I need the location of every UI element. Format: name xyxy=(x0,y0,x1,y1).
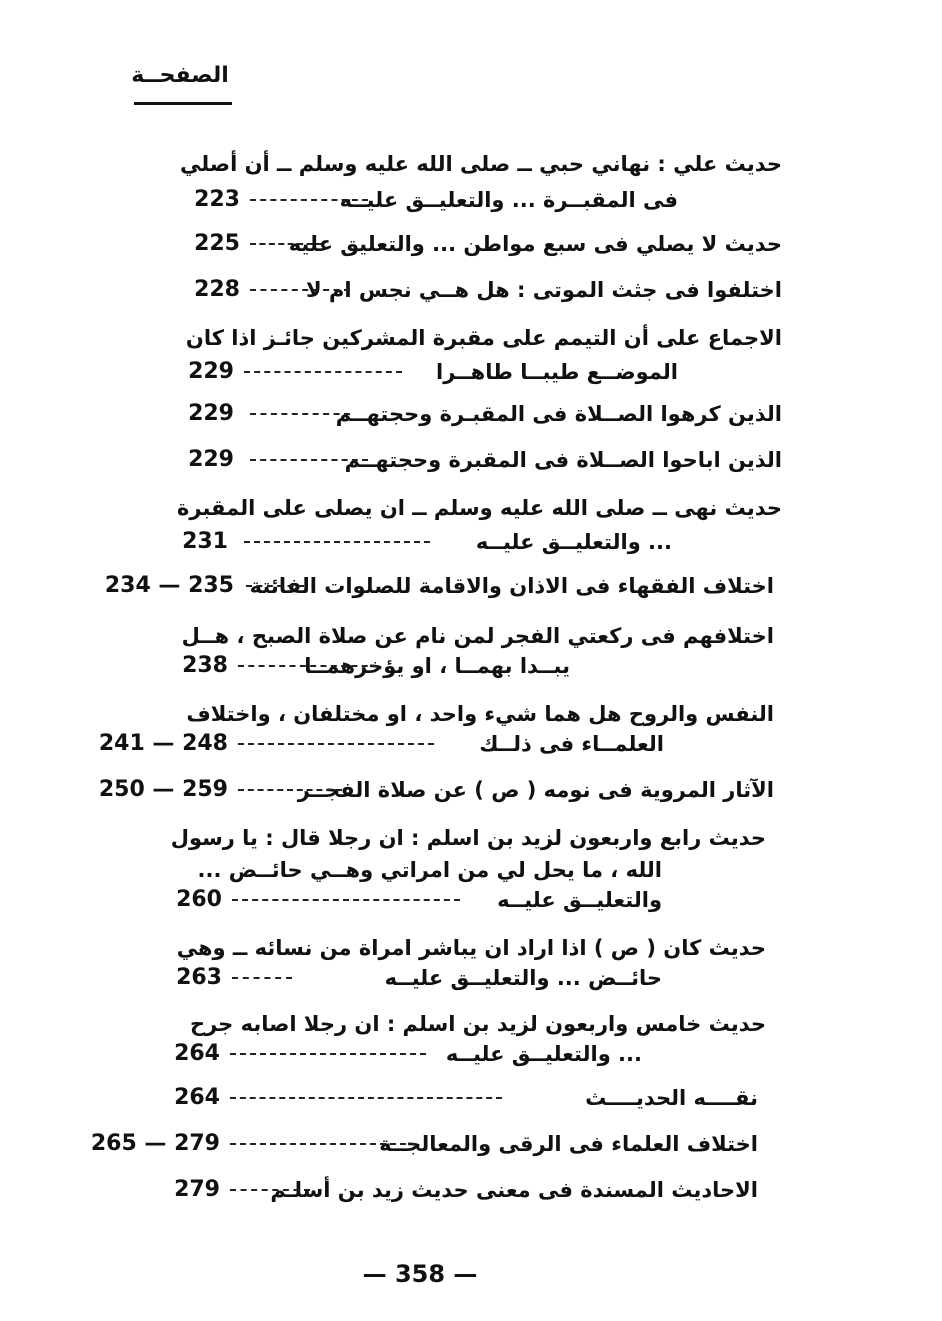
toc-line xyxy=(0,524,942,560)
entry-text: الاجماع على أن التيمم على مقبرة المشركين جائـز اذا كان xyxy=(185,326,782,350)
dotted-leader xyxy=(250,413,350,415)
entry-text: حديث رابع واربعون لزيد بن اسلم : ان رجلا قال : يا رسول xyxy=(170,826,766,850)
toc-line xyxy=(0,226,942,262)
toc-line xyxy=(0,1172,942,1208)
entry-page: 241 — 248 xyxy=(98,731,228,756)
entry-text: الله ، ما يحل لي من امراتي وهــي حائــض ... xyxy=(197,858,662,882)
dotted-leader xyxy=(250,199,368,201)
toc-line xyxy=(0,1126,942,1162)
entry-page: 229 xyxy=(188,447,234,472)
entry-page: 265 — 279 xyxy=(90,1131,220,1156)
entry-text: النفس والروح هل هما شيء واحد ، او مختلفان ، واختلاف xyxy=(186,702,774,726)
toc-line xyxy=(0,568,942,604)
entry-text: ... والتعليــق عليــه xyxy=(475,530,672,554)
entry-text: حديث علي : نهاني حبي ــ صلى الله عليه وسلم ــ أن أصلي xyxy=(179,152,782,176)
entry-page: 279 xyxy=(174,1177,220,1202)
dotted-leader xyxy=(244,541,430,543)
entry-text: الذين كرهوا الصــلاة فى المقبـرة وحجتهــم xyxy=(335,402,782,426)
entry-text: حديث لا يصلي فى سبع مواطن ... والتعليق عليه xyxy=(288,232,782,256)
entry-text: الآثار المروية فى نومه ( ص ) عن صلاة الفجــر xyxy=(297,778,774,802)
dotted-leader xyxy=(230,1097,502,1099)
entry-text: اختلفوا فى جثث الموتى : هل هــي نجس ام لا xyxy=(306,278,782,302)
dotted-leader xyxy=(230,1053,426,1055)
dotted-leader xyxy=(250,459,368,461)
entry-text: حائــض ... والتعليــق عليــه xyxy=(384,966,662,990)
dotted-leader xyxy=(230,1143,416,1145)
entry-page: 250 — 259 xyxy=(98,777,228,802)
entry-text: حديث نهى ــ صلى الله عليه وسلم ــ ان يصلى على المقبرة xyxy=(177,496,782,520)
toc-line xyxy=(0,490,942,526)
entry-page: 228 xyxy=(194,277,240,302)
entry-page: 229 xyxy=(188,401,234,426)
entry-text: اختلافهم فى ركعتي الفجر لمن نام عن صلاة الصبح ، هــل xyxy=(181,624,774,648)
dotted-leader xyxy=(238,743,434,745)
toc-line xyxy=(0,820,942,856)
entry-page: 260 xyxy=(176,887,222,912)
dotted-leader xyxy=(250,289,350,291)
entry-page: 234 — 235 xyxy=(104,573,234,598)
header-underline xyxy=(134,102,232,105)
dotted-leader xyxy=(244,371,402,373)
entry-page: 263 xyxy=(176,965,222,990)
toc-line xyxy=(0,772,942,808)
entry-text: والتعليــق عليــه xyxy=(497,888,662,912)
toc-line xyxy=(0,182,942,218)
dotted-leader xyxy=(246,585,304,587)
page-column-header: الصفحــة xyxy=(131,63,229,88)
toc-line xyxy=(0,146,942,182)
toc-line xyxy=(0,726,942,762)
toc-line xyxy=(0,396,942,432)
entry-text: ... والتعليــق عليــه xyxy=(445,1042,642,1066)
entry-text: فى المقبــرة ... والتعليــق عليــه xyxy=(339,188,678,212)
entry-page: 225 xyxy=(194,231,240,256)
entry-text: يبــدا بهمــا ، او يؤخرهمــا xyxy=(304,654,570,678)
entry-text: اختلاف الفقهاء فى الاذان والاقامة للصلوات الفائتة xyxy=(249,574,774,598)
entry-text: حديث خامس واربعون لزيد بن اسلم : ان رجلا اصابه جرح xyxy=(189,1012,766,1036)
entry-text: الاحاديث المسندة فى معنى حديث زيد بن أسلـم xyxy=(270,1178,758,1202)
toc-line xyxy=(0,882,942,918)
dotted-leader xyxy=(232,899,460,901)
page-number: — 358 — xyxy=(362,1260,478,1288)
dotted-leader xyxy=(238,665,378,667)
toc-line xyxy=(0,960,942,996)
dotted-leader xyxy=(238,789,342,791)
toc-line xyxy=(0,272,942,308)
entry-text: الذين اباحوا الصــلاة فى المقبرة وحجتهــم xyxy=(344,448,782,472)
dotted-leader xyxy=(230,1189,310,1191)
toc-line xyxy=(0,1080,942,1116)
entry-page: 238 xyxy=(182,653,228,678)
entry-page: 229 xyxy=(188,359,234,384)
entry-page: 264 xyxy=(174,1085,220,1110)
entry-text: حديث كان ( ص ) اذا اراد ان يباشر امراة من نسائه ــ وهي xyxy=(176,936,766,960)
entry-text: الموضــع طيبــا طاهــرا xyxy=(436,360,678,384)
dotted-leader xyxy=(232,977,292,979)
dotted-leader xyxy=(250,243,322,245)
entry-text: العلمــاء فى ذلــك xyxy=(479,732,664,756)
entry-page: 231 xyxy=(182,529,228,554)
entry-text: اختلاف العلماء فى الرقى والمعالجــة xyxy=(379,1132,758,1156)
entry-text: نقــــه الحديــــث xyxy=(585,1086,758,1110)
toc-line xyxy=(0,354,942,390)
toc-line xyxy=(0,442,942,478)
toc-line xyxy=(0,320,942,356)
entry-page: 264 xyxy=(174,1041,220,1066)
toc-line xyxy=(0,648,942,684)
entry-page: 223 xyxy=(194,187,240,212)
toc-line xyxy=(0,1036,942,1072)
